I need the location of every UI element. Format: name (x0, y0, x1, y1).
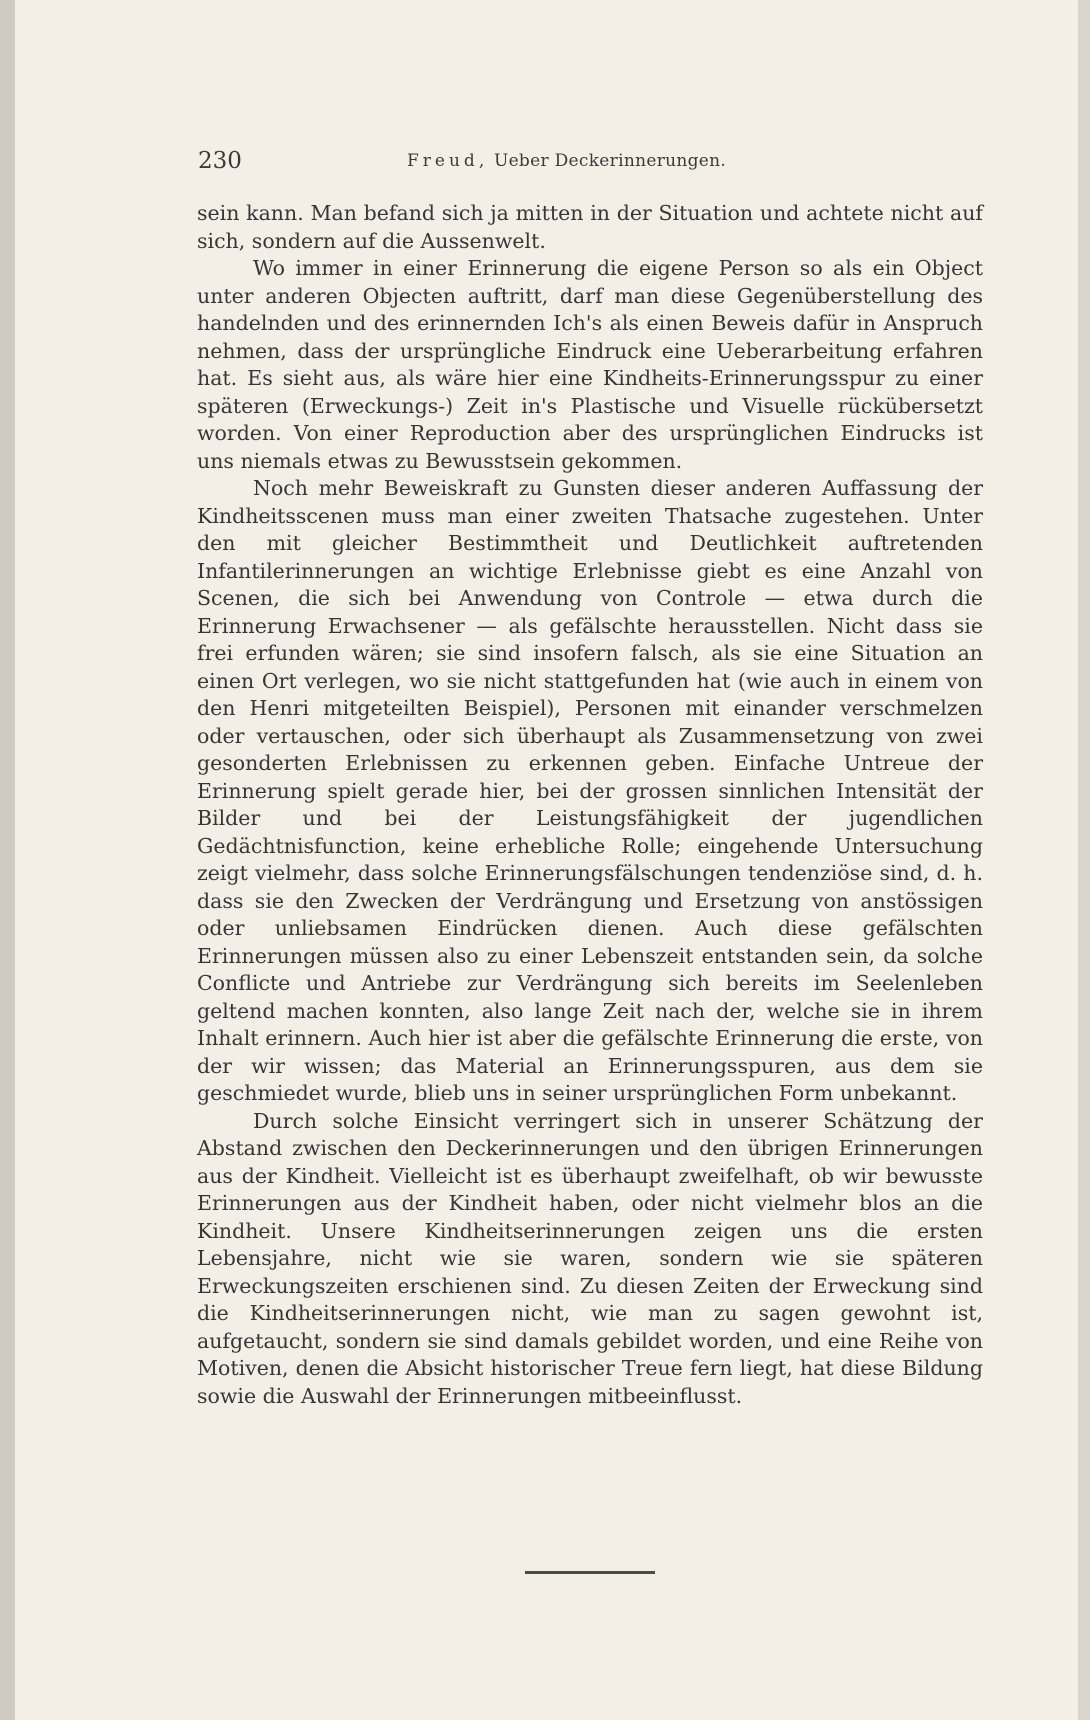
end-rule-divider (525, 1571, 655, 1574)
paragraph-continuation: sein kann. Man befand sich ja mitten in der Situation und achtete nicht auf sich, sondern auf die Aussenwelt. (197, 201, 983, 253)
running-head-title: Ueber Deckerinnerungen. (493, 151, 727, 171)
running-head (407, 151, 726, 171)
paragraph: Durch solche Einsicht verringert sich in unserer Schätzung der Abstand zwischen den Deckerinnerungen und den übrigen Erinnerungen aus der Kindheit. Vielleicht ist es überhaupt zweifelhaft, ob wir bewusste Erinnerungen aus der Kindheit haben, oder nicht vielmehr blos an die Kindheit. Unsere Kindheitserinnerungen zeigen uns die ersten Lebensjahre, nicht wie sie waren, sondern wie sie späteren Erweckungszeiten erschienen sind. Zu diesen Zeiten der Erweckung sind die Kindheitserinnerungen nicht, wie man zu sagen gewohnt ist, aufgetaucht, sondern sie sind damals gebildet worden, und eine Reihe von Motiven, denen die Absicht historischer Treue fern liegt, hat diese Bildung sowie die Auswahl der Erinnerungen mitbeeinflusst. (197, 1108, 983, 1408)
page-header (0, 148, 1090, 178)
body-text (197, 200, 983, 1410)
page-number: 230 (198, 148, 242, 174)
paragraph: Wo immer in einer Erinnerung die eigene Person so als ein Object unter anderen Objecten auftritt, darf man diese Gegenüberstellung des handelnden und des erinnernden Ich's als einen Beweis dafür in Anspruch nehmen, dass der ursprüngliche Eindruck eine Ueberarbeitung erfahren hat. Es sieht aus, als wäre hier eine Kindheits-Erinnerungsspur zu einer späteren (Erweckungs-) Zeit in's Plastische und Visuelle rückübersetzt worden. Von einer Reproduction aber des ursprünglichen Eindrucks ist uns niemals etwas zu Bewusstsein gekommen. (197, 256, 983, 473)
running-head-author: Freud, (407, 151, 489, 171)
paragraph: Noch mehr Beweiskraft zu Gunsten dieser anderen Auffassung der Kindheitsscenen muss man einer zweiten Thatsache zugestehen. Unter den mit gleicher Bestimmtheit und Deutlichkeit auftretenden Infantilerinnerungen an wichtige Erlebnisse giebt es eine Anzahl von Scenen, die sich bei Anwendung von Controle — etwa durch die Erinnerung Erwachsener — als gefälschte herausstellen. Nicht dass sie frei erfunden wären; sie sind insofern falsch, als sie eine Situation an einen Ort verlegen, wo sie nicht stattgefunden hat (wie auch in einem von den Henri mitgeteilten Beispiel), Personen mit einander verschmelzen oder vertauschen, oder sich überhaupt als Zusammensetzung von zwei gesonderten Erlebnissen zu erkennen geben. Einfache Untreue der Erinnerung spielt gerade hier, bei der grossen sinnlichen Intensität der Bilder und bei der Leistungsfähigkeit der jugendlichen Gedächtnisfunction, keine erhebliche Rolle; eingehende Untersuchung zeigt vielmehr, dass solche Erinnerungsfälschungen tendenziöse sind, d. h. dass sie den Zwecken der Verdrängung und Ersetzung von anstössigen oder unliebsamen Eindrücken dienen. Auch diese gefälschten Erinnerungen müssen also zu einer Lebenszeit entstanden sein, da solche Conflicte und Antriebe zur Verdrängung sich bereits im Seelenleben geltend machen konnten, also lange Zeit nach der, welche sie in ihrem Inhalt erinnern. Auch hier ist aber die gefälschte Erinnerung die erste, von der wir wissen; das Material an Erinnerungsspuren, aus dem sie geschmiedet wurde, blieb uns in seiner ursprünglichen Form unbekannt. (197, 476, 983, 1105)
page-gutter-edge (0, 0, 15, 1720)
